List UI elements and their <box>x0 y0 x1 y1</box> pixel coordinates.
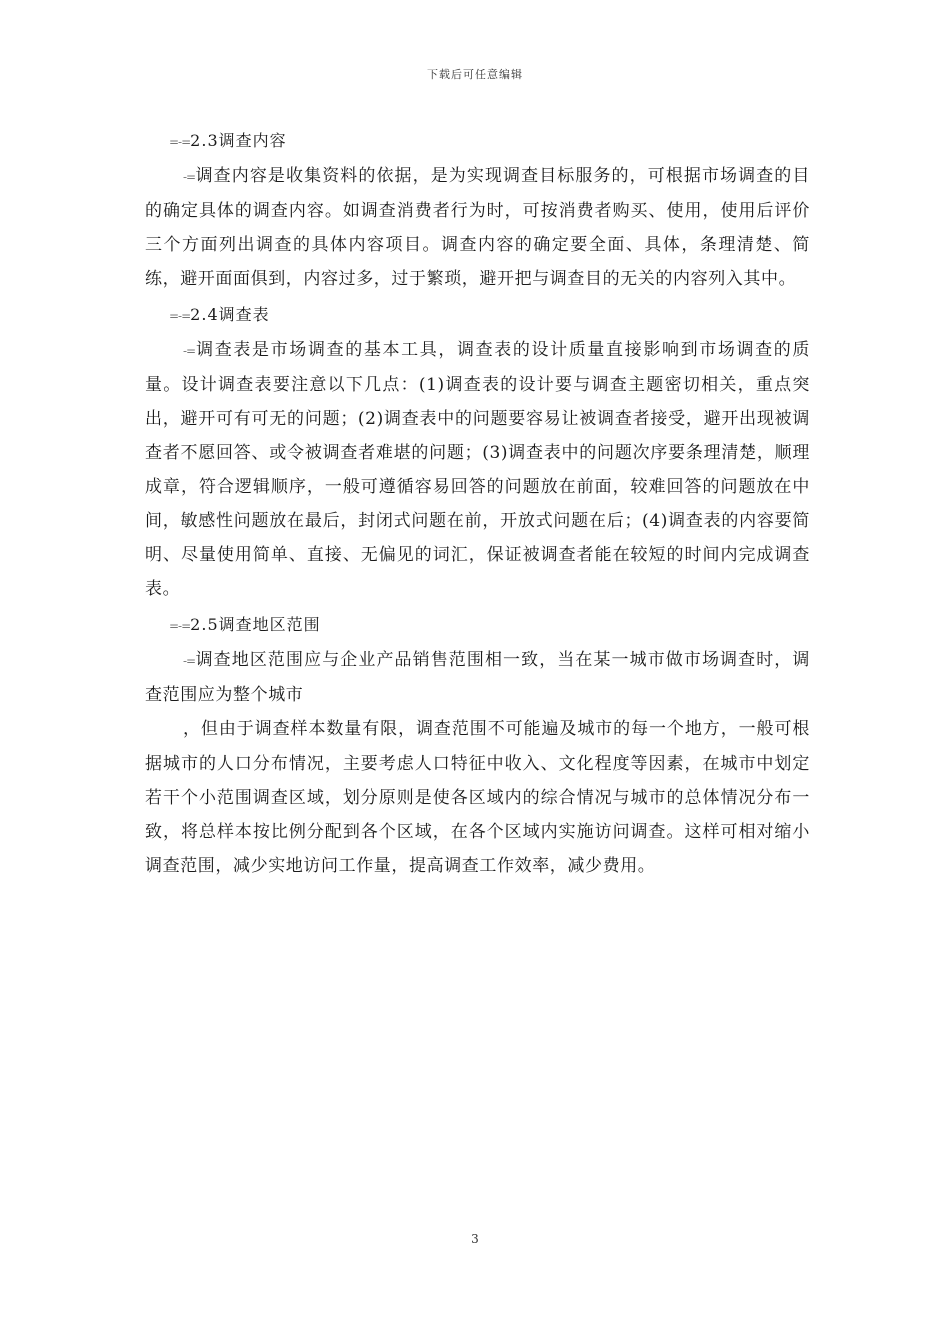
paragraph-text: ，但由于调查样本数量有限，调查范围不可能遍及城市的每一个地方，一般可根据城市的人口分布情况，主要考虑人口特征中收入、文化程度等因素，在城市中划定若干个小范围调查区域，划分原则是使各区域内的综合情况与城市的总体情况分布一致，将总样本按比例分配到各个区域，在各个区域内实施访问调查。这样可相对缩小调查范围，减少实地访问工作量，提高调查工作效率，减少费用。 <box>145 719 810 876</box>
paragraph-marker: -= <box>183 344 196 358</box>
paragraph <box>145 159 810 296</box>
paragraph-text: 调查表是市场调查的基本工具，调查表的设计质量直接影响到市场调查的质量。设计调查表要注意以下几点：(1)调查表的设计要与调查主题密切相关，重点突出，避开可有可无的问题；(2)调查表中的问题要容易让被调查者接受，避开出现被调查者不愿回答、或令被调查者难堪的问题；(3)调查表中的问题次序要条理清楚，顺理成章，符合逻辑顺序，一般可遵循容易回答的问题放在前面，较难回答的问题放在中间，敏感性问题放在最后，封闭式问题在前，开放式问题在后；(4)调查表的内容要简明、尽量使用简单、直接、无偏见的词汇，保证被调查者能在较短的时间内完成调查表。 <box>145 340 810 599</box>
section-heading-2-3 <box>145 126 810 157</box>
heading-text: 2.4调查表 <box>190 305 270 324</box>
heading-marker: =-= <box>169 619 191 633</box>
page-number: 3 <box>471 1232 479 1246</box>
paragraph-marker: -= <box>183 654 196 668</box>
section-heading-2-5 <box>145 610 810 641</box>
heading-text: 2.5调查地区范围 <box>190 615 321 634</box>
paragraph <box>145 333 810 606</box>
paragraph-text: 调查内容是收集资料的依据，是为实现调查目标服务的，可根据市场调查的目的确定具体的调查内容。如调查消费者行为时，可按消费者购买、使用，使用后评价三个方面列出调查的具体内容项目。调查内容的确定要全面、具体，条理清楚、简练，避开面面俱到，内容过多，过于繁琐，避开把与调查目的无关的内容列入其中。 <box>145 166 810 289</box>
heading-marker: =-= <box>169 135 191 149</box>
paragraph-text: 调查地区范围应与企业产品销售范围相一致，当在某一城市做市场调查时，调查范围应为整个城市 <box>145 650 810 705</box>
heading-text: 2.3调查内容 <box>190 131 287 150</box>
paragraph-marker: -= <box>183 170 196 184</box>
section-heading-2-4 <box>145 300 810 331</box>
heading-marker: =-= <box>169 309 191 323</box>
paragraph <box>145 712 810 883</box>
paragraph <box>145 643 810 712</box>
page-header: 下载后可任意编辑 <box>427 68 523 81</box>
document-body <box>145 126 810 883</box>
